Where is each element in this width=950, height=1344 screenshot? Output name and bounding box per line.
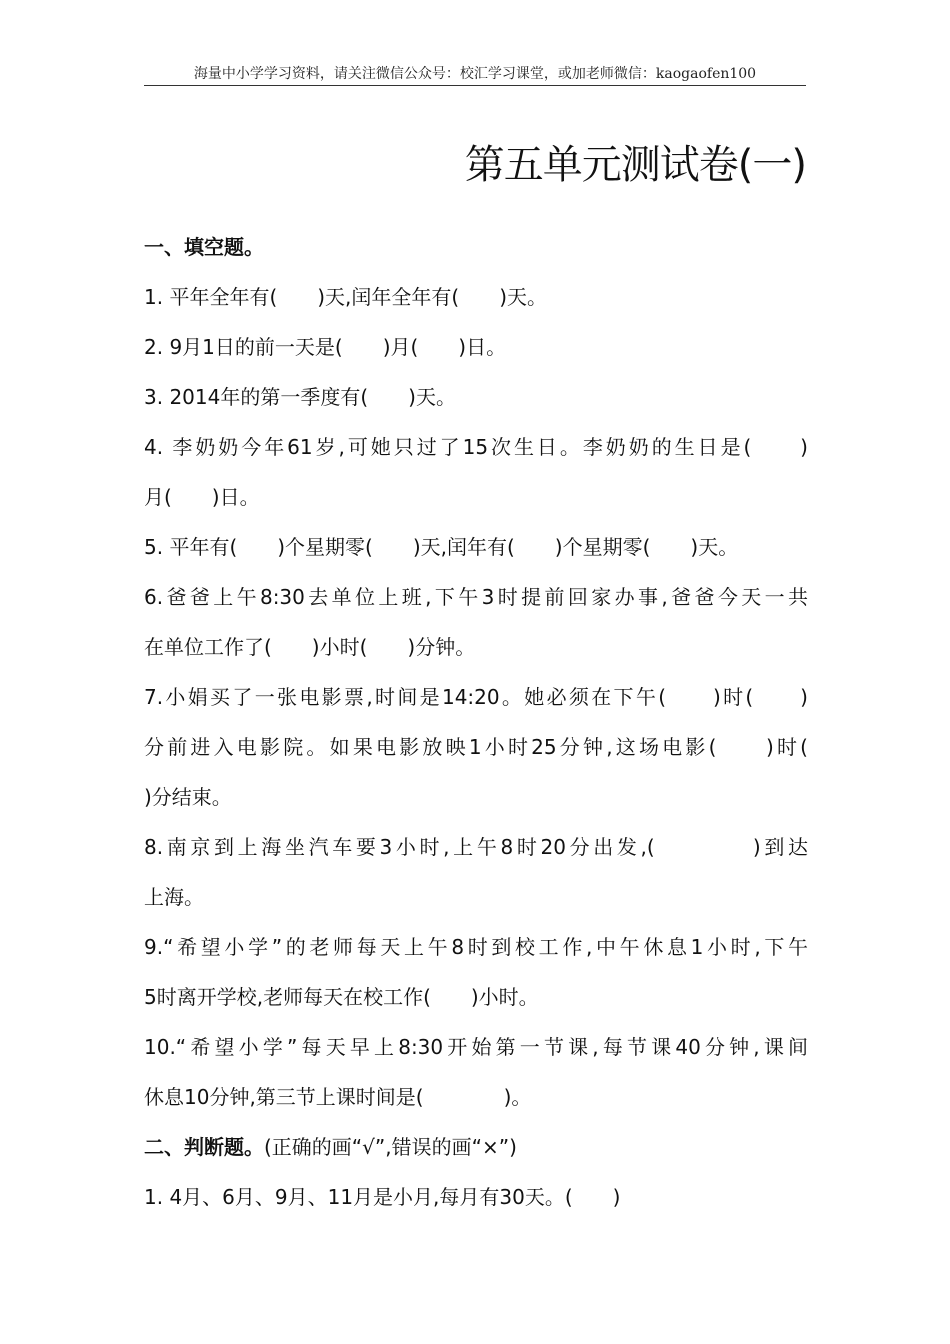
question-line: )分结束。 — [144, 785, 232, 809]
question-line: 上海。 — [144, 885, 204, 909]
question-line: 10.“希望小学”每天早上8:30开始第一节课,每节课40分钟,课间 — [144, 1035, 808, 1059]
question-line: 5. 平年有( )个星期零( )天,闰年有( )个星期零( )天。 — [144, 535, 739, 559]
section-heading-note: (正确的画“√”,错误的画“×”) — [264, 1135, 517, 1159]
header-divider — [144, 85, 806, 86]
section-heading-fill-blank: 一、填空题。 — [144, 235, 264, 259]
question-line: 在单位工作了( )小时( )分钟。 — [144, 635, 476, 659]
question-line: 休息10分钟,第三节上课时间是( )。 — [144, 1085, 532, 1109]
section-heading-true-false — [144, 1122, 808, 1172]
exam-content — [144, 222, 808, 1222]
question-line: 1. 4月、6月、9月、11月是小月,每月有30天。( ) — [144, 1185, 621, 1209]
question-line: 分前进入电影院。如果电影放映1小时25分钟,这场电影( )时( — [144, 735, 808, 759]
question-line: 4. 李奶奶今年61岁,可她只过了15次生日。李奶奶的生日是( ) — [144, 435, 808, 459]
question-line: 1. 平年全年有( )天,闰年全年有( )天。 — [144, 285, 548, 309]
question-line: 月( )日。 — [144, 485, 260, 509]
question-line: 7.小娟买了一张电影票,时间是14:20。她必须在下午( )时( ) — [144, 685, 808, 709]
question-line: 8.南京到上海坐汽车要3小时,上午8时20分出发,( )到达 — [144, 835, 808, 859]
question-line: 2. 9月1日的前一天是( )月( )日。 — [144, 335, 507, 359]
section-heading-label: 二、判断题。 — [144, 1135, 264, 1159]
question-line: 6.爸爸上午8:30去单位上班,下午3时提前回家办事,爸爸今天一共 — [144, 585, 808, 609]
question-line: 3. 2014年的第一季度有( )天。 — [144, 385, 456, 409]
question-line: 5时离开学校,老师每天在校工作( )小时。 — [144, 985, 539, 1009]
page-header: 海量中小学学习资料，请关注微信公众号：校汇学习课堂，或加老师微信：kaogaofen100 — [193, 66, 757, 82]
page-title: 第五单元测试卷(一) — [464, 142, 806, 188]
question-line: 9.“希望小学”的老师每天上午8时到校工作,中午休息1小时,下午 — [144, 935, 808, 959]
